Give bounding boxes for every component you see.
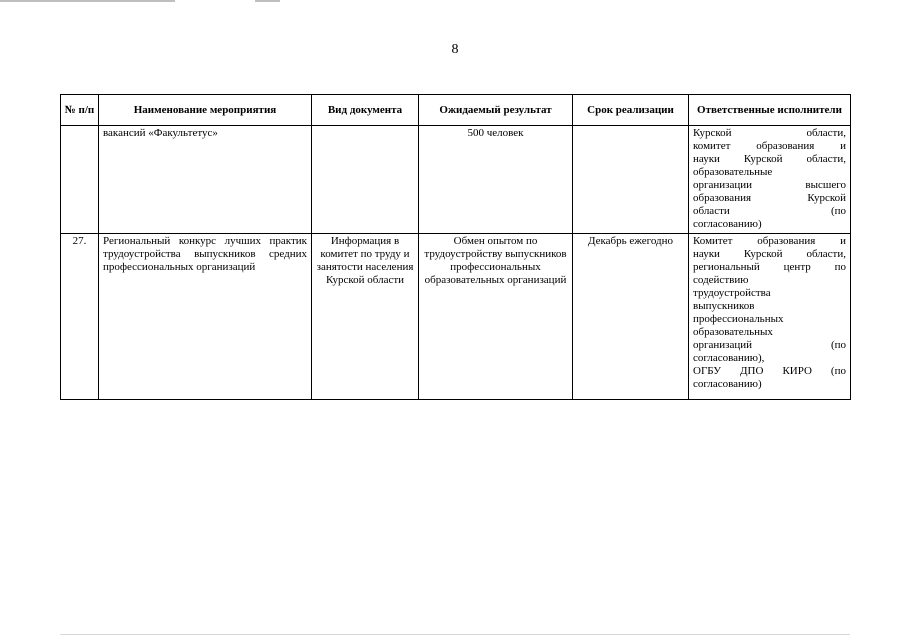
executor-line: региональный центр по xyxy=(693,261,846,273)
executor-line: науки Курской области, xyxy=(693,153,846,165)
cell-doc: Информация в комитет по труду и занятости населения Курской области xyxy=(312,234,419,400)
plan-table xyxy=(60,94,851,400)
cell-doc xyxy=(312,126,419,234)
cell-executors xyxy=(689,234,851,400)
executor-line: организаций (по xyxy=(693,339,846,351)
cell-term: Декабрь ежегодно xyxy=(573,234,689,400)
cell-name: Региональный конкурс лучших практик трудоустройства выпускников средних профессиональных организаций xyxy=(99,234,312,400)
header-executors: Ответственные исполнители xyxy=(689,95,851,126)
header-name: Наименование мероприятия xyxy=(99,95,312,126)
executor-line: науки Курской области, xyxy=(693,248,846,260)
executor-line: образования Курской xyxy=(693,192,846,204)
executor-line: образовательных xyxy=(693,326,773,338)
executor-line: Курской области, xyxy=(693,127,846,139)
scan-artifact-top xyxy=(0,0,175,2)
executor-line: области (по xyxy=(693,205,846,217)
page-number: 8 xyxy=(451,42,459,57)
header-term: Срок реализации xyxy=(573,95,689,126)
cell-term xyxy=(573,126,689,234)
executor-line: согласованию), xyxy=(693,352,765,364)
cell-executors xyxy=(689,126,851,234)
executor-line: организации высшего xyxy=(693,179,846,191)
cell-result: Обмен опытом по трудоустройству выпускников профессиональных образовательных организаций xyxy=(419,234,573,400)
scan-artifact-bottom xyxy=(60,634,850,635)
executor-line: ОГБУ ДПО КИРО (по xyxy=(693,365,846,377)
executor-line: трудоустройства xyxy=(693,287,771,299)
cell-name: вакансий «Факультетус» xyxy=(99,126,312,234)
header-num: № п/п xyxy=(61,95,99,126)
executor-line: образовательные xyxy=(693,166,773,178)
executor-line: согласованию) xyxy=(693,378,762,390)
executor-line: профессиональных xyxy=(693,313,784,325)
header-doc: Вид документа xyxy=(312,95,419,126)
header-result: Ожидаемый результат xyxy=(419,95,573,126)
executor-line: комитет образования и xyxy=(693,140,846,152)
cell-num xyxy=(61,126,99,234)
table-row xyxy=(61,126,851,234)
executor-line: Комитет образования и xyxy=(693,235,846,247)
scan-artifact-top-2 xyxy=(255,0,280,2)
executor-line: выпускников xyxy=(693,300,755,312)
table-row xyxy=(61,234,851,400)
executor-line: содействию xyxy=(693,274,749,286)
executor-line: согласованию) xyxy=(693,218,762,230)
table-header-row xyxy=(61,95,851,126)
cell-num: 27. xyxy=(61,234,99,400)
cell-result: 500 человек xyxy=(419,126,573,234)
